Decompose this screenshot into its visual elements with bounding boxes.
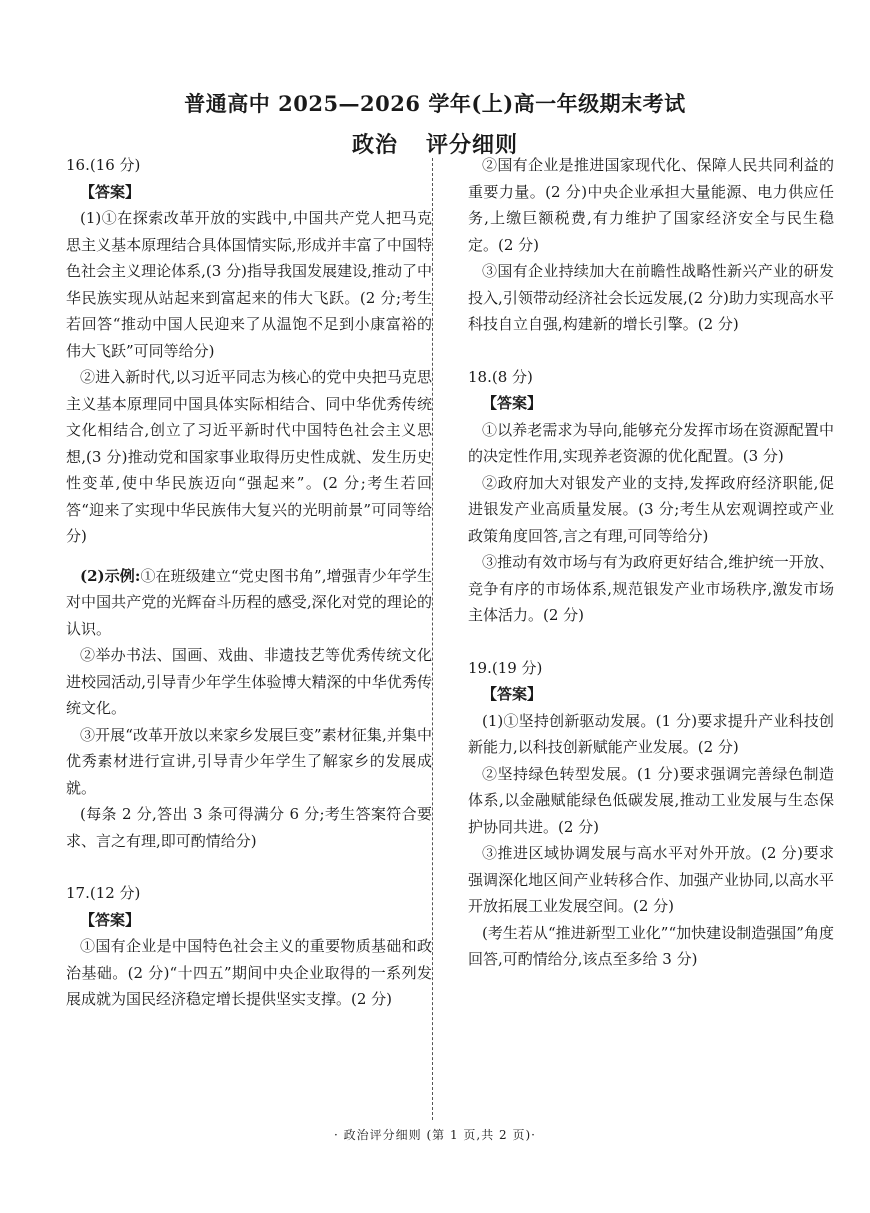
answer-paragraph: (1)①坚持创新驱动发展。(1 分)要求提升产业科技创新能力,以科技创新赋能产业发展。(2 分) — [468, 711, 834, 756]
question-number: 17.(12 分) — [66, 884, 141, 902]
right-column — [468, 152, 834, 973]
answer-paragraph — [66, 563, 432, 643]
question-number: 19.(19 分) — [468, 658, 543, 677]
answer-label: 【答案】 — [482, 685, 543, 703]
page-footer: · 政治评分细则 (第 1 页,共 2 页)· — [334, 1128, 536, 1142]
answer-paragraph: (1)①在探索改革开放的实践中,中国共产党人把马克思主义基本原理结合具体国情实际,形成并丰富了中国特色社会主义理论体系,(3 分)指导我国发展建设,推动了中华民族实现从站起来到富起来的伟大飞跃。(2 分;考生若回答“推动中国人民迎来了从温饱不足到小康富裕的伟大飞跃”可同等给分) — [66, 209, 432, 360]
answer-paragraph: ①以养老需求为导向,能够充分发挥市场在资源配置中的决定性作用,实现养老资源的优化配置。(3 分) — [468, 420, 834, 465]
answer-paragraph: ②政府加大对银发产业的支持,发挥政府经济职能,促进银发产业高质量发展。(3 分;考生从宏观调控或产业政策角度回答,言之有理,可同等给分) — [468, 473, 834, 545]
subject-label: 政治 — [351, 132, 398, 158]
question-16 — [66, 152, 432, 854]
answer-paragraph: ③推动有效市场与有为政府更好结合,维护统一开放、竞争有序的市场体系,规范银发产业市场秩序,激发市场主体活力。(2 分) — [468, 553, 834, 624]
scoring-note: (每条 2 分,答出 3 条可得满分 6 分;考生答案符合要求、言之有理,即可酌情给分) — [66, 805, 432, 850]
question-17 — [66, 880, 432, 1013]
question-number: 16.(16 分) — [66, 156, 141, 174]
answer-label: 【答案】 — [482, 394, 543, 412]
answer-label: 【答案】 — [80, 182, 141, 201]
column-divider — [432, 158, 433, 1120]
question-19 — [468, 655, 834, 973]
question-18 — [468, 364, 834, 629]
scoring-note: (考生若从“推进新型工业化”“加快建设制造强国”角度回答,可酌情给分,该点至多给 3 分) — [468, 923, 834, 968]
answer-label: 【答案】 — [80, 910, 141, 929]
question-number: 18.(8 分) — [468, 367, 533, 386]
answer-paragraph: ③推进区域协调发展与高水平对外开放。(2 分)要求强调深化地区间产业转移合作、加强产业协同,以高水平开放拓展工业发展空间。(2 分) — [468, 844, 834, 915]
left-column — [66, 152, 432, 1013]
page-title: 普通高中 2025—2026 学年(上)高一年级期末考试 — [184, 91, 686, 116]
answer-text: ①在班级建立“党史图书角”,增强青少年学生对中国共产党的光辉奋斗历程的感受,深化对党的理论的认识。 — [66, 566, 433, 638]
answer-paragraph: ①国有企业是中国特色社会主义的重要物质基础和政治基础。(2 分)“十四五”期间中央企业取得的一系列发展成就为国民经济稳定增长提供坚实支撑。(2 分) — [66, 937, 432, 1008]
answer-paragraph: ②国有企业是推进国家现代化、保障人民共同利益的重要力量。(2 分)中央企业承担大量能源、电力供应任务,上缴巨额税费,有力维护了国家经济安全与民生稳定。(2 分) — [468, 156, 834, 254]
answer-paragraph: ②举办书法、国画、戏曲、非遗技艺等优秀传统文化进校园活动,引导青少年学生体验博大精深的中华优秀传统文化。 — [66, 646, 432, 717]
answer-paragraph: ③国有企业持续加大在前瞻性战略性新兴产业的研发投入,引领带动经济社会长远发展,(2 分)助力实现高水平科技自立自强,构建新的增长引擎。(2 分) — [468, 262, 834, 333]
answer-paragraph: ②坚持绿色转型发展。(1 分)要求强调完善绿色制造体系,以金融赋能绿色低碳发展,推动工业发展与生态保护协同共进。(2 分) — [468, 764, 834, 836]
answer-paragraph: ③开展“改革开放以来家乡发展巨变”素材征集,并集中优秀素材进行宣讲,引导青少年学生了解家乡的发展成就。 — [66, 725, 432, 797]
doc-type-label: 评分细则 — [426, 132, 519, 158]
answer-paragraph: ②进入新时代,以习近平同志为核心的党中央把马克思主义基本原理同中国具体实际相结合、同中华优秀传统文化相结合,创立了习近平新时代中国特色社会主义思想,(3 分)推动党和国家事业取得历史性成就、发生历史性变革,使中华民族迈向“强起来”。(2 分;考生若回答“迎来了实现中华民族伟大复兴的光明前景”可同等给分) — [66, 368, 432, 545]
question-17-continued — [468, 152, 834, 338]
example-label: (2)示例: — [80, 566, 141, 585]
